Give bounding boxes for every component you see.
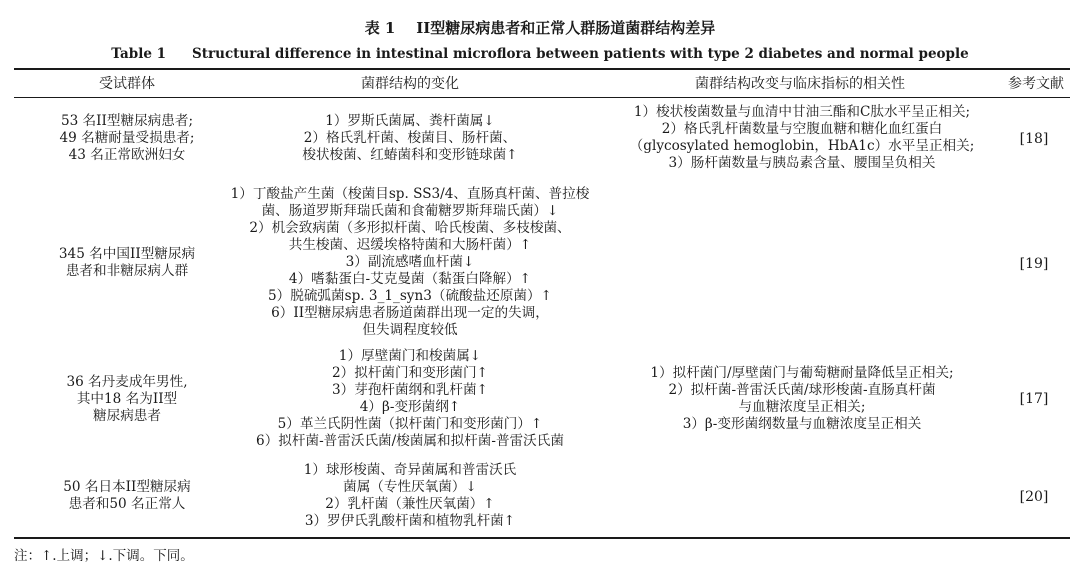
table-footnote: 注：↑.上调；↓.下调。下同。: [14, 548, 194, 564]
row1-reference: [18]: [1019, 131, 1049, 147]
row4-reference: [20]: [1019, 489, 1049, 505]
row4-subjects: 50 名日本II型糖尿病 患者和50 名正常人: [63, 479, 191, 512]
bottom-rule: [14, 537, 1070, 539]
row3-subjects: 36 名丹麦成年男性, 其中18 名为II型 糖尿病患者: [66, 374, 188, 424]
row2-subjects: 345 名中国II型糖尿病 患者和非糖尿病人群: [58, 246, 196, 279]
header-subjects: 受试群体: [99, 76, 155, 92]
header-reference: 参考文献: [1008, 76, 1064, 92]
row2-changes: 1）丁酸盐产生菌（梭菌目sp. SS3/4、直肠真杆菌、普拉梭 菌、肠道罗斯拜瑞氏菌和食葡糖罗斯拜瑞氏菌）↓ 2）机会致病菌（多形拟杆菌、哈氏梭菌、多枝梭菌、 共生梭菌、迟缓埃格特菌和大肠杆菌）↑ 3）副流感嗜血杆菌↓ 4）嗜黏蛋白-艾克曼菌（黏蛋白降解）↑ 5）脱硫弧菌sp. 3_1_syn3（硫酸盐还原菌）↑ 6）II型糖尿病患者肠道菌群出现一定的失调， 但失调程度较低: [230, 186, 590, 338]
header-changes: 菌群结构的变化: [361, 76, 459, 92]
header-correlation: 菌群结构改变与临床指标的相关性: [695, 76, 905, 92]
row3-reference: [17]: [1019, 391, 1049, 407]
row1-correlation: 1）梭状梭菌数量与血清中甘油三酯和C肽水平呈正相关; 2）格氏乳杆菌数量与空腹血糖和糖化血红蛋白 （glycosylated hemoglobin，HbA1c）水平呈正相关; 3）肠杆菌数量与胰岛素含量、腰围呈负相关: [629, 104, 975, 171]
row3-changes: 1）厚壁菌门和梭菌属↓ 2）拟杆菌门和变形菌门↑ 3）芽孢杆菌纲和乳杆菌↑ 4）β-变形菌纲↑ 5）革兰氏阴性菌（拟杆菌门和变形菌门）↑ 6）拟杆菌-普雷沃氏菌/梭菌属和拟杆菌-普雷沃氏菌: [256, 348, 564, 449]
top-rule: [14, 68, 1070, 70]
row1-changes: 1）罗斯氏菌属、粪杆菌属↓ 2）格氏乳杆菌、梭菌目、肠杆菌、 梭状梭菌、红蝽菌科和变形链球菌↑: [302, 113, 518, 163]
table-title-cn: 表 1 II型糖尿病患者和正常人群肠道菌群结构差异: [364, 19, 716, 37]
row2-reference: [19]: [1019, 256, 1049, 272]
table-title-en: [0, 45, 1080, 63]
row3-correlation: 1）拟杆菌门/厚壁菌门与葡萄糖耐量降低呈正相关; 2）拟杆菌-普雷沃氏菌/球形梭菌-直肠真杆菌 与血糖浓度呈正相关; 3）β-变形菌纲数量与血糖浓度呈正相关: [650, 365, 954, 432]
table-title-en-text: Structural difference in intestinal microflora between patients with type 2 diabetes and normal people: [192, 46, 969, 62]
row4-changes: 1）球形梭菌、奇异菌属和普雷沃氏 菌属（专性厌氧菌）↓ 2）乳杆菌（兼性厌氧菌）↑ 3）罗伊氏乳酸杆菌和植物乳杆菌↑: [303, 462, 517, 529]
header-rule: [14, 97, 1070, 98]
table-label-en: Table 1: [111, 46, 167, 62]
row1-subjects: 53 名II型糖尿病患者; 49 名糖耐量受损患者; 43 名正常欧洲妇女: [59, 113, 195, 163]
